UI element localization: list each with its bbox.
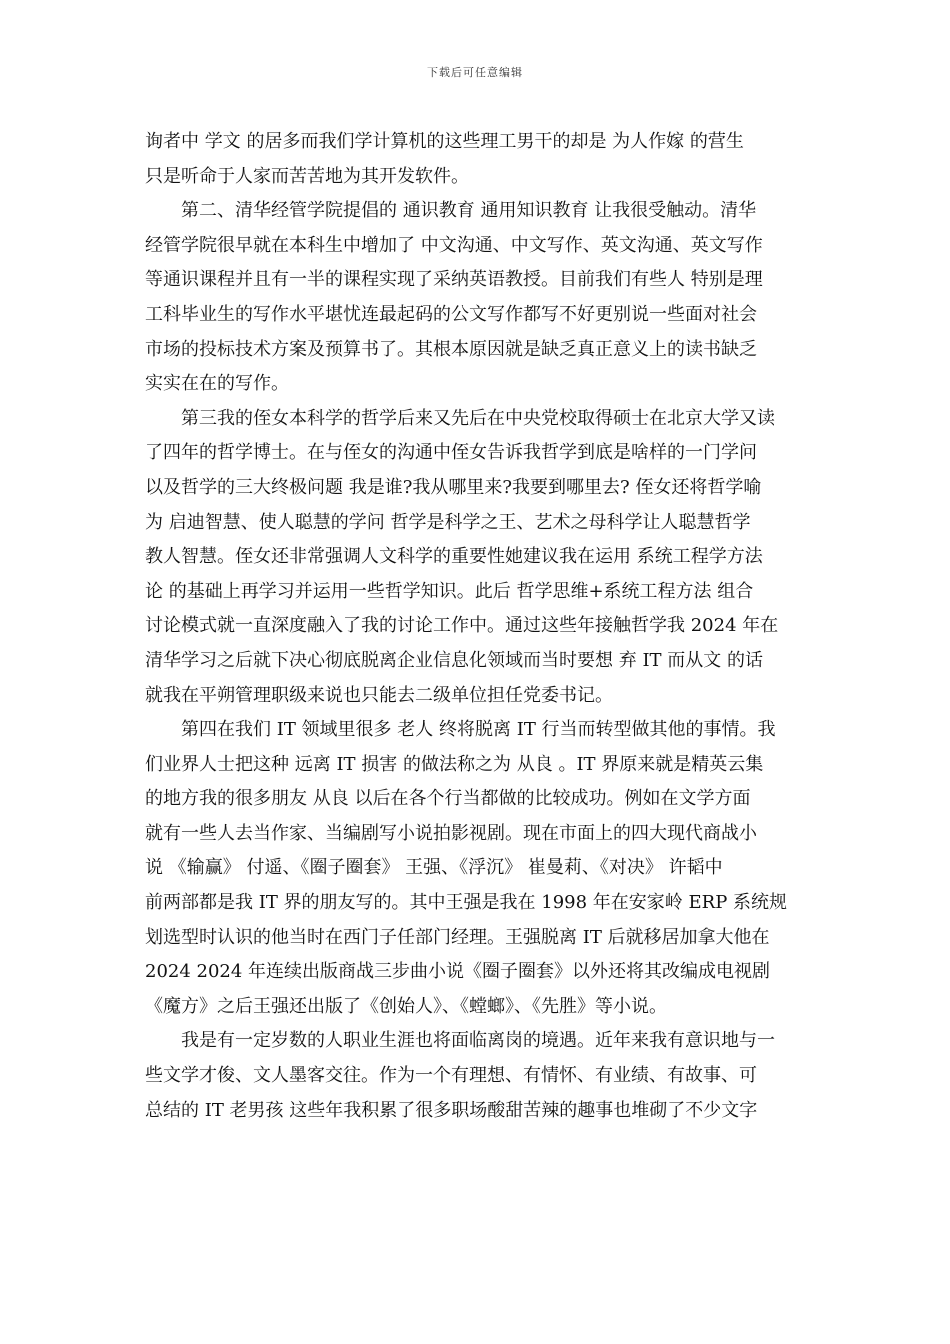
text-line: 了四年的哲学博士。在与侄女的沟通中侄女告诉我哲学到底是啥样的一门学问 bbox=[145, 442, 757, 464]
page-header: 下载后可任意编辑 bbox=[427, 66, 523, 79]
text-line: 2024 2024 年连续出版商战三步曲小说《圈子圈套》以外还将其改编成电视剧 bbox=[145, 961, 771, 983]
text-line: 只是听命于人家而苦苦地为其开发软件。 bbox=[145, 165, 469, 187]
text-line: 以及哲学的三大终极问题 我是谁?我从哪里来?我要到哪里去? 侄女还将哲学喻 bbox=[145, 476, 762, 498]
text-line: 第四在我们 IT 领域里很多 老人 终将脱离 IT 行当而转型做其他的事情。我 bbox=[145, 719, 776, 741]
text-line: 市场的投标技术方案及预算书了。其根本原因就是缺乏真正意义上的读书缺乏 bbox=[145, 338, 757, 360]
text-line: 工科毕业生的写作水平堪忧连最起码的公文写作都写不好更别说一些面对社会 bbox=[145, 303, 757, 325]
text-line: 总结的 IT 老男孩 这些年我积累了很多职场酸甜苦辣的趣事也堆砌了不少文字 bbox=[145, 1099, 758, 1121]
text-line: 些文学才俊、文人墨客交往。作为一个有理想、有情怀、有业绩、有故事、可 bbox=[145, 1065, 757, 1087]
text-line: 实实在在的写作。 bbox=[145, 373, 289, 395]
text-line: 的地方我的很多朋友 从良 以后在各个行当都做的比较成功。例如在文学方面 bbox=[145, 788, 751, 810]
text-line: 就有一些人去当作家、当编剧写小说拍影视剧。现在市面上的四大现代商战小 bbox=[145, 822, 757, 844]
text-line: 前两部都是我 IT 界的朋友写的。其中王强是我在 1998 年在安家岭 ERP 系统规 bbox=[145, 892, 788, 914]
text-line: 询者中 学文 的居多而我们学计算机的这些理工男干的却是 为人作嫁 的营生 bbox=[145, 131, 744, 152]
text-line: 等通识课程并且有一半的课程实现了采纳英语教授。目前我们有些人 特别是理 bbox=[145, 269, 763, 291]
text-line: 为 启迪智慧、使人聪慧的学问 哲学是科学之王、艺术之母科学让人聪慧哲学 bbox=[145, 511, 751, 533]
text-line: 说 《输赢》 付遥、《圈子圈套》 王强、《浮沉》 崔曼莉、《对决》 许韬中 bbox=[145, 857, 723, 879]
text-line: 讨论模式就一直深度融入了我的讨论工作中。通过这些年接触哲学我 2024 年在 bbox=[145, 615, 779, 637]
text-line: 教人智慧。侄女还非常强调人文科学的重要性她建议我在运用 系统工程学方法 bbox=[145, 546, 763, 568]
text-line: 就我在平朔管理职级来说也只能去二级单位担任党委书记。 bbox=[145, 684, 613, 706]
text-line: 《魔方》之后王强还出版了《创始人》、《螳螂》、《先胜》等小说。 bbox=[145, 995, 667, 1017]
body-text bbox=[145, 125, 807, 1128]
text-line: 划选型时认识的他当时在西门子任部门经理。王强脱离 IT 后就移居加拿大他在 bbox=[145, 926, 770, 948]
text-line: 第二、清华经管学院提倡的 通识教育 通用知识教育 让我很受触动。清华 bbox=[145, 200, 757, 222]
text-line: 论 的基础上再学习并运用一些哲学知识。此后 哲学思维+系统工程方法 组合 bbox=[145, 580, 754, 602]
text-line: 清华学习之后就下决心彻底脱离企业信息化领域而当时要想 弃 IT 而从文 的话 bbox=[145, 649, 763, 671]
text-line: 我是有一定岁数的人职业生涯也将面临离岗的境遇。近年来我有意识地与一 bbox=[145, 1030, 775, 1052]
text-line: 们业界人士把这种 远离 IT 损害 的做法称之为 从良 。IT 界原来就是精英云集 bbox=[145, 753, 764, 775]
text-line: 第三我的侄女本科学的哲学后来又先后在中央党校取得硕士在北京大学又读 bbox=[145, 407, 775, 429]
text-line: 经管学院很早就在本科生中增加了 中文沟通、中文写作、英文沟通、英文写作 bbox=[145, 234, 763, 256]
